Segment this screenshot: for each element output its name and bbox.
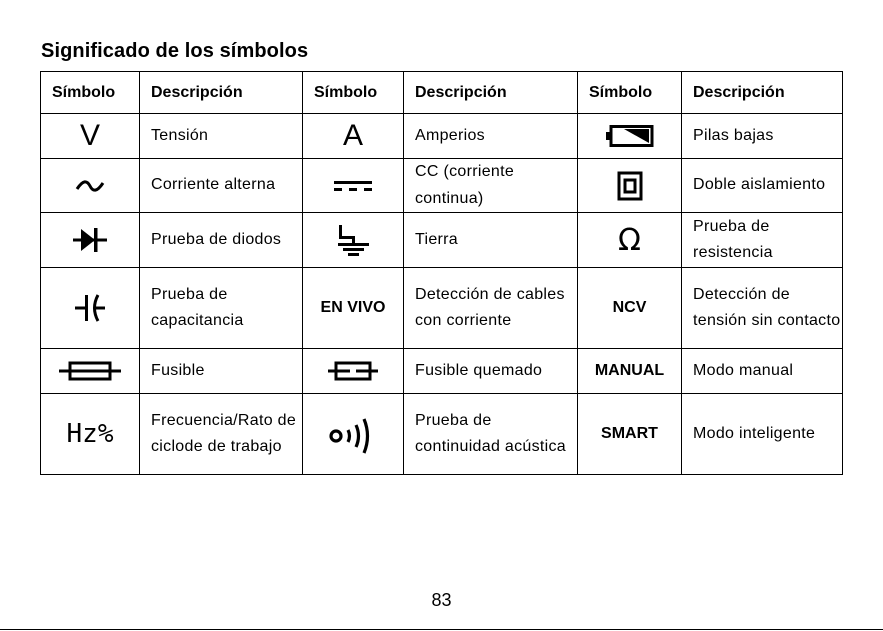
symbol-cell <box>41 268 140 349</box>
table-row <box>41 159 843 213</box>
smart-label: SMART <box>601 425 658 442</box>
description-cell: Doble aislamiento <box>682 159 843 213</box>
description-cell: CC (corriente continua) <box>404 159 578 213</box>
symbol-cell <box>578 213 682 268</box>
description-cell: Prueba de continuidad acústica <box>404 394 578 475</box>
ac-icon <box>75 179 105 193</box>
blown-fuse-icon <box>327 360 379 382</box>
table-row <box>41 349 843 394</box>
description-cell: Tierra <box>404 213 578 268</box>
header-symbol: Símbolo <box>41 72 140 114</box>
header-symbol: Símbolo <box>578 72 682 114</box>
header-description: Descripción <box>404 72 578 114</box>
page-title: Significado de los símbolos <box>41 40 309 62</box>
hz-duty-icon: Hz% <box>66 419 114 449</box>
page-number: 83 <box>431 590 452 610</box>
header-symbol: Símbolo <box>303 72 404 114</box>
symbol-cell <box>41 159 140 213</box>
symbol-cell <box>578 159 682 213</box>
description-cell: Modo inteligente <box>682 394 843 475</box>
description-cell: Corriente alterna <box>140 159 303 213</box>
description-cell: Modo manual <box>682 349 843 394</box>
capacitor-icon <box>74 293 106 323</box>
description-cell: Prueba de resistencia <box>682 213 843 268</box>
symbol-cell <box>578 349 682 394</box>
bottom-rule <box>0 629 883 630</box>
table-row <box>41 213 843 268</box>
table-row <box>41 268 843 349</box>
header-description: Descripción <box>682 72 843 114</box>
symbol-cell <box>41 349 140 394</box>
live-label: EN VIVO <box>320 299 386 316</box>
dc-icon <box>333 179 373 193</box>
symbol-cell <box>578 268 682 349</box>
symbol-cell <box>41 213 140 268</box>
symbol-cell <box>578 394 682 475</box>
description-cell: Fusible <box>140 349 303 394</box>
ampere-icon: A <box>342 119 363 152</box>
double-insulation-icon <box>617 171 643 201</box>
symbol-cell <box>303 159 404 213</box>
symbol-cell <box>41 394 140 475</box>
description-cell: Fusible quemado <box>404 349 578 394</box>
voltage-icon: V <box>79 119 100 152</box>
description-cell: Detección de cables con corriente <box>404 268 578 349</box>
diode-icon <box>72 226 108 254</box>
symbol-cell <box>303 268 404 349</box>
manual-label: MANUAL <box>594 362 665 379</box>
ground-icon <box>335 223 371 257</box>
symbol-cell <box>303 394 404 475</box>
symbols-table <box>40 71 843 475</box>
symbol-cell <box>303 114 404 159</box>
symbol-cell <box>303 213 404 268</box>
table-row <box>41 114 843 159</box>
description-cell: Detección de tensión sin contacto <box>682 268 843 349</box>
description-cell: Frecuencia/Rato de ciclode de trabajo <box>140 394 303 475</box>
ohm-icon: Ω <box>618 222 641 258</box>
description-cell: Amperios <box>404 114 578 159</box>
description-cell: Pilas bajas <box>682 114 843 159</box>
table-row <box>41 394 843 475</box>
symbol-cell <box>41 114 140 159</box>
description-cell: Prueba de diodos <box>140 213 303 268</box>
description-cell: Tensión <box>140 114 303 159</box>
header-description: Descripción <box>140 72 303 114</box>
ncv-label: NCV <box>612 299 647 316</box>
symbol-cell <box>578 114 682 159</box>
continuity-icon <box>326 414 380 454</box>
symbol-cell <box>303 349 404 394</box>
table-header-row <box>41 72 843 114</box>
low-battery-icon <box>604 124 656 148</box>
fuse-icon <box>58 360 122 382</box>
description-cell: Prueba de capacitancia <box>140 268 303 349</box>
